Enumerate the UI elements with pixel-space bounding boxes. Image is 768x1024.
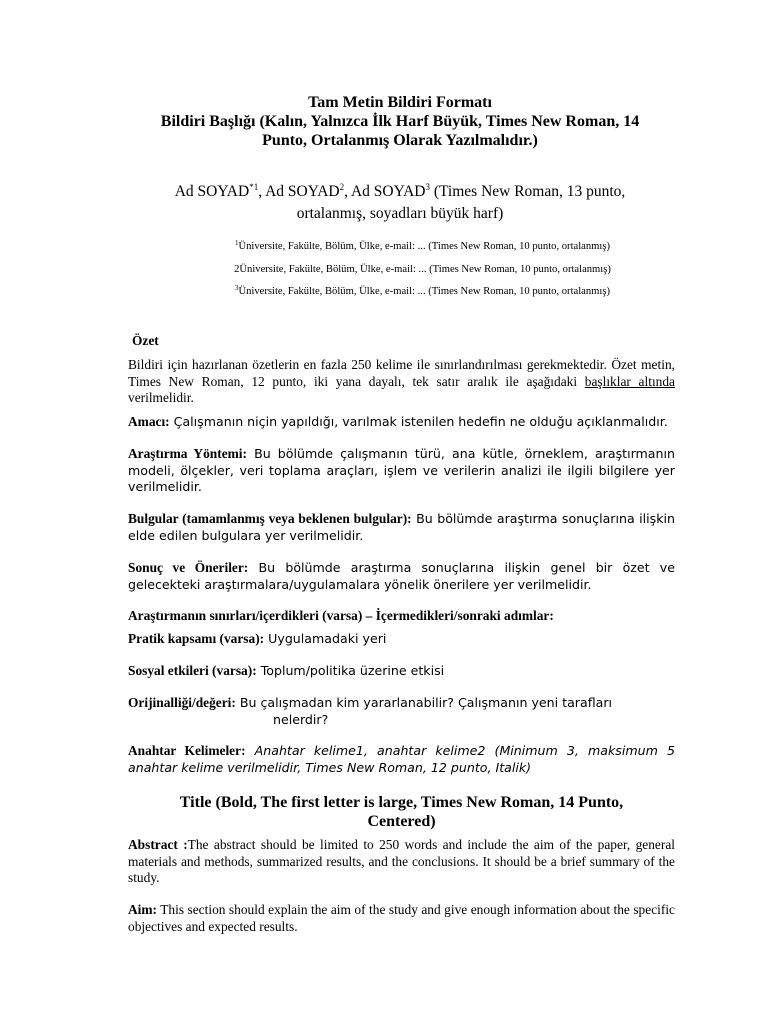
- author-list: [110, 181, 690, 225]
- author-line: Ad SOYAD$^{*1}$, Ad SOYAD$^2$, Ad SOYAD$^3$ (Times New Roman, 13 punto,: [174, 182, 626, 200]
- aim-paragraph: Aim: This section should explain the aim of the study and give enough information about the specific objectives and expected results.: [128, 902, 675, 934]
- anahtar-paragraph: Anahtar Kelimeler: Anahtar kelime1, anahtar kelime2 (Minimum 3, maksimum 5 anahtar kelime verilmelidir, Times New Roman, 12 punto, Italik): [128, 743, 675, 775]
- abstract-paragraph: Abstract :The abstract should be limited to 250 words and include the aim of the paper, general materials and methods, summarized results, and the conclusions. It should be a brief summary of the study.: [128, 837, 675, 885]
- pratik-paragraph: Pratik kapsamı (varsa): Uygulamadaki yeri: [128, 631, 387, 646]
- document-title: [110, 93, 690, 150]
- sosyal-paragraph: Sosyal etkileri (varsa): Toplum/politika üzerine etkisi: [128, 663, 445, 678]
- section-heading: Özet: [132, 333, 159, 348]
- bulgular-paragraph: Bulgular (tamamlanmış veya beklenen bulgular): Bu bölümde araştırma sonuçlarına ilişkin elde edilen bulgulara yer verilmelidir.: [128, 511, 675, 543]
- title-line: Punto, Ortalanmış Olarak Yazılmalıdır.): [262, 132, 538, 149]
- english-title: Title (Bold, The first letter is large, Times New Roman, 14 Punto, Centered): [179, 794, 624, 830]
- sinirlar-heading: Araştırmanın sınırları/içerdikleri (varsa) – İçermedikleri/sonraki adımlar:: [128, 608, 554, 623]
- amaci-paragraph: Amacı: Çalışmanın niçin yapıldığı, varılmak istenilen hedefin ne olduğu açıklanmalıdır.: [128, 414, 668, 429]
- author-line: ortalanmış, soyadları büyük harf): [296, 205, 504, 222]
- affiliation: $^3$Üniversite, Fakülte, Bölüm, Ülke, e-mail: ... (Times New Roman, 10 punto, ortalanmış): [234, 284, 611, 297]
- title-line: Bildiri Başlığı (Kalın, Yalnızca İlk Harf Büyük, Times New Roman, 14: [160, 113, 640, 130]
- affiliation: 2Üniversite, Fakülte, Bölüm, Ülke, e-mail: ... (Times New Roman, 10 punto, ortalanmış): [234, 264, 611, 275]
- format-heading: Tam Metin Bildiri Formatı: [308, 94, 492, 111]
- ozet-intro: Bildiri için hazırlanan özetlerin en fazla 250 kelime ile sınırlandırılması gerekmektedir. Özet metin, Times New Roman, 12 punto, iki yana dayalı, tek satır aralık ile aşağıdaki başlıklar altında verilmelidir.: [128, 357, 675, 405]
- yontem-paragraph: Araştırma Yöntemi: Bu bölümde çalışmanın türü, ana kütle, örneklem, araştırmanın modeli, ölçekler, veri toplama araçları, işlem ve verilerin analizi ile ilgili bilgilere yer verilmelidir.: [128, 446, 675, 494]
- orijinal-paragraph: Orijinalliği/değeri: Bu çalışmadan kim yararlanabilir? Çalışmanın yeni tarafları nelerdir?: [128, 695, 613, 727]
- affiliation: $^1$Üniversite, Fakülte, Bölüm, Ülke, e-mail: ... (Times New Roman, 10 punto, ortalanmış): [234, 239, 611, 252]
- sonuc-paragraph: Sonuç ve Öneriler: Bu bölümde araştırma sonuçlarına ilişkin genel bir özet ve gelecekteki araştırmalara/uygulamalara yönelik önerilere yer verilmelidir.: [128, 560, 675, 592]
